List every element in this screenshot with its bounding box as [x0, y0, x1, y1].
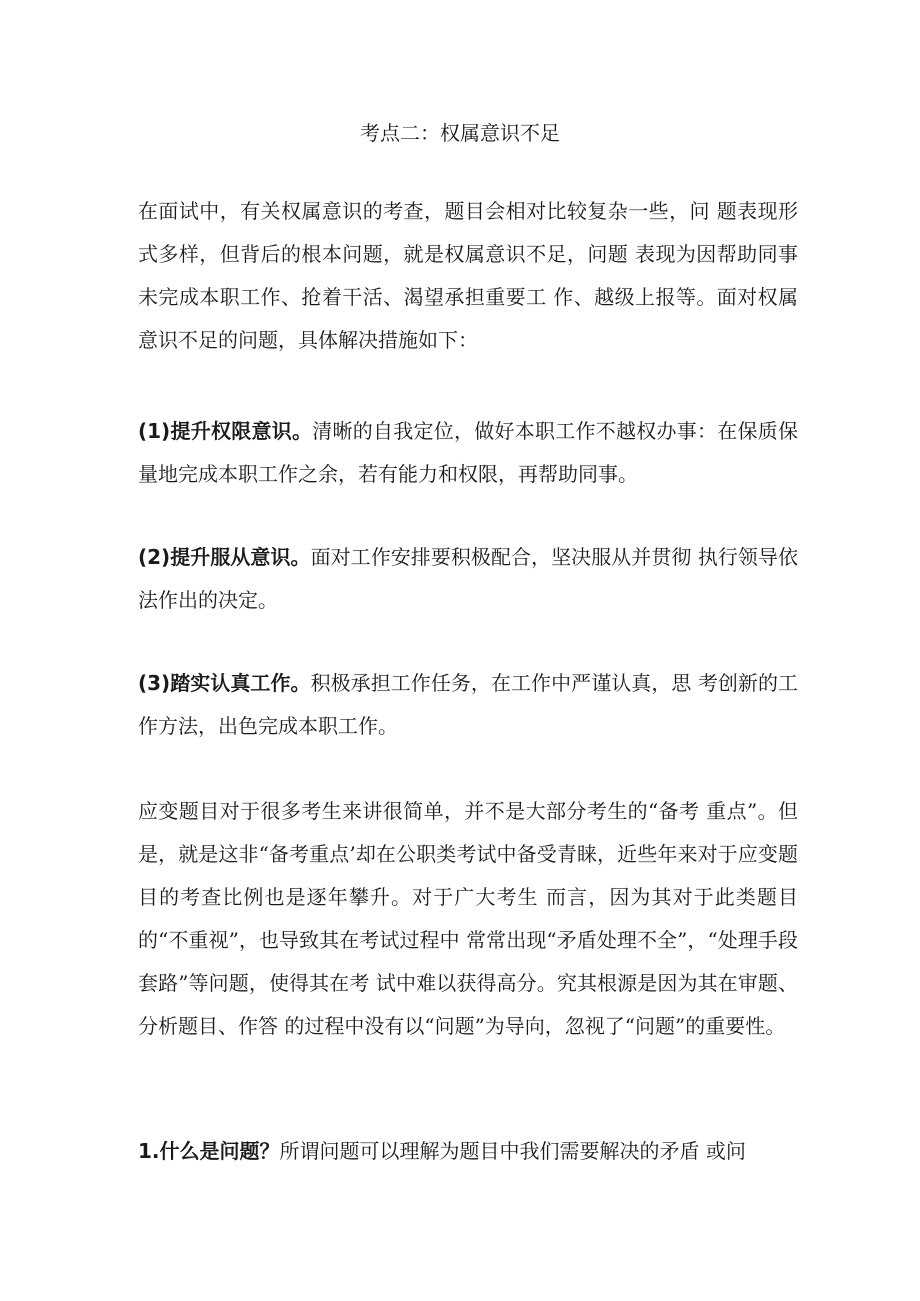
intro-paragraph: 在面试中，有关权属意识的考查，题目会相对比较复杂一些，问 题表现形式多样，但背后的根本问题，就是权属意识不足，问题 表现为因帮助同事未完成本职工作、抢着干活、渴望承担重要工 作、越级上报等。面对权属意识不足的问题，具体解决措施如下：: [138, 199, 798, 352]
measure-2-heading: (2)提升服从意识。: [138, 545, 311, 569]
measure-1-paragraph: [138, 410, 798, 496]
question-body: 所谓问题可以理解为题目中我们需要解决的矛盾 或问: [279, 1139, 746, 1163]
measure-3-heading: (3)踏实认真工作。: [138, 671, 311, 695]
page-title: 考点二：权属意识不足: [360, 121, 560, 145]
measure-2-body: 面对工作安排要积极配合，坚决服从并贯彻 执行领导依法作出的决定。: [138, 545, 798, 612]
measure-3-body: 积极承担工作任务，在工作中严谨认真，思 考创新的工作方法，出色完成本职工作。: [138, 671, 798, 738]
question-paragraph: [138, 1130, 798, 1173]
adaptation-paragraph: 应变题目对于很多考生来讲很简单，并不是大部分考生的“备考 重点”。但是，就是这非“备考重点’却在公职类考试中备受青睐，近些年来对于应变题目的考查比例也是逐年攀升。对于广大考生 而言，因为其对于此类题目的“不重视”，也导致其在考试过程中 常常出现“矛盾处理不全”，“处理手段套路”等问题，使得其在考 试中难以获得高分。究其根源是因为其在审题、分析题目、作答 的过程中没有以“问题”为导向，忽视了“问题”的重要性。: [138, 799, 798, 1038]
measure-2-paragraph: [138, 536, 798, 622]
measure-3-paragraph: [138, 662, 798, 748]
measure-1-body: 清晰的自我定位，做好本职工作不越权办事：在保质保量地完成本职工作之余，若有能力和权限，再帮助同事。: [138, 419, 799, 486]
question-heading: 1.什么是问题？: [138, 1139, 280, 1163]
measure-1-heading: (1)提升权限意识。: [138, 419, 313, 443]
